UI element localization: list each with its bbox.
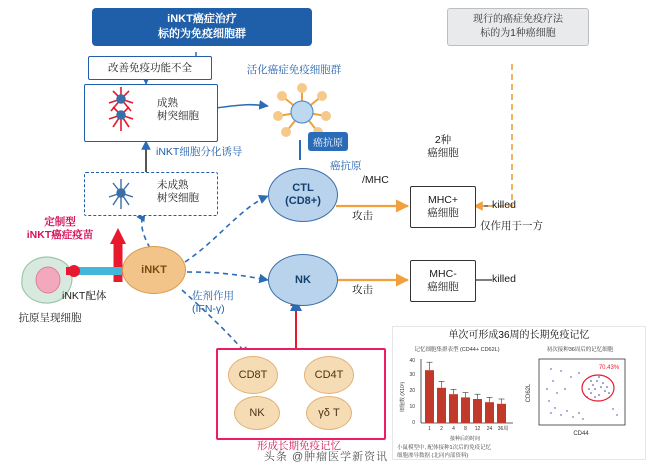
current-therapy-title bbox=[447, 8, 589, 46]
attack-1-text: 攻击 bbox=[352, 210, 373, 222]
mature-dc-line1: 成熟 bbox=[157, 97, 178, 109]
main-title-line2: 标的为免疫细胞群 bbox=[158, 28, 246, 40]
cancer-antigen-badge-1 bbox=[308, 132, 348, 151]
immature-dc-line2: 树突细胞 bbox=[157, 192, 199, 204]
svg-text:细胞数 (X10³): 细胞数 (X10³) bbox=[400, 381, 406, 413]
svg-text:30: 30 bbox=[409, 372, 415, 378]
cancer-antigen-1-text: 癌抗原 bbox=[313, 138, 343, 149]
inkt-differentiation-text: iNKT细胞分化诱导 bbox=[156, 146, 243, 158]
ctl-line2: (CD8+) bbox=[285, 195, 321, 207]
cancer-antigen-label-2 bbox=[330, 160, 362, 173]
svg-text:20: 20 bbox=[409, 388, 415, 394]
mhc-text: /MHC bbox=[362, 174, 389, 186]
vaccine-line2: iNKT癌症疫苗 bbox=[26, 229, 94, 241]
chart-right-caption-text: 初次接种36周后的记忆细胞 bbox=[546, 347, 614, 353]
svg-text:10: 10 bbox=[409, 404, 415, 410]
vaccine-label bbox=[10, 216, 110, 242]
adjuvant-label bbox=[192, 290, 234, 316]
svg-text:4: 4 bbox=[452, 426, 455, 432]
long-memory-text: 形成长期免疫记忆 bbox=[257, 440, 341, 452]
main-title-blue bbox=[92, 8, 312, 46]
chart-panel-title bbox=[399, 329, 639, 342]
svg-text:24: 24 bbox=[486, 426, 493, 432]
killed-label-1 bbox=[492, 199, 516, 212]
current-therapy-line1: 现行的癌症免疫疗法 bbox=[473, 14, 563, 25]
ctl-line1: CTL bbox=[292, 182, 314, 194]
mature-dc-box bbox=[84, 84, 218, 142]
chart-left-caption bbox=[397, 345, 517, 353]
svg-text:接种后的时间: 接种后的时间 bbox=[449, 436, 481, 442]
chart-note-1 bbox=[397, 443, 491, 451]
mhc-minus-line1: MHC- bbox=[429, 268, 457, 280]
inkt-label: iNKT bbox=[141, 264, 167, 276]
svg-text:2: 2 bbox=[440, 426, 443, 432]
nk-label: NK bbox=[295, 273, 311, 286]
chart-note-2-text: 细胞渗导数据 (北同内部资料) bbox=[397, 453, 469, 459]
memory-cell-nk-label: NK bbox=[249, 407, 265, 419]
adjuvant-line2: (IFN-γ) bbox=[192, 303, 225, 315]
chart-panel bbox=[392, 326, 646, 460]
flow-cytometry-plot bbox=[521, 353, 641, 445]
killed-2-text: killed bbox=[492, 273, 516, 285]
adjuvant-line1: 佐剂作用 bbox=[192, 290, 234, 302]
two-kinds-label bbox=[412, 134, 474, 160]
ctl-cell bbox=[268, 168, 338, 222]
flow-pct-label: 70.43% bbox=[598, 365, 620, 371]
killed-1-text: killed bbox=[492, 199, 516, 211]
attack-label-2 bbox=[352, 284, 373, 297]
memory-cell-cd8t bbox=[228, 356, 278, 394]
inkt-ligand-connector bbox=[62, 262, 128, 280]
mature-dc-label bbox=[157, 97, 199, 123]
immature-dc-box bbox=[84, 172, 218, 216]
inkt-ligand-text: iNKT配体 bbox=[62, 290, 107, 302]
immature-dc-line1: 未成熟 bbox=[157, 179, 189, 191]
inkt-ligand-label bbox=[62, 290, 106, 303]
improve-immune-box bbox=[88, 56, 212, 80]
nk-cell bbox=[268, 254, 338, 306]
only-one-side-label bbox=[480, 220, 543, 233]
inkt-cell bbox=[122, 246, 186, 294]
mhc-label bbox=[362, 174, 389, 187]
memory-bar-chart bbox=[395, 353, 519, 445]
memory-cell-gdt-label: γδ T bbox=[318, 407, 340, 419]
chart-note-1-text: 小鼠模型中, 配体接种1次后的免疫记忆 bbox=[397, 445, 492, 451]
activate-group-label bbox=[224, 64, 364, 77]
watermark-text: 头条 @肿瘤医学新资讯 bbox=[263, 451, 389, 463]
two-kinds-line2: 癌细胞 bbox=[427, 147, 459, 159]
apc-label bbox=[4, 312, 96, 325]
improve-immune-label: 改善免疫功能不全 bbox=[108, 62, 192, 74]
memory-cell-cd4t-label: CD4T bbox=[314, 369, 344, 381]
mhc-minus-box bbox=[410, 260, 476, 302]
memory-cell-cd4t bbox=[304, 356, 354, 394]
vaccine-line1: 定制型 bbox=[44, 216, 76, 228]
attack-label-1 bbox=[352, 210, 373, 223]
cancer-antigen-2-text: 癌抗原 bbox=[330, 160, 362, 172]
chart-note-2 bbox=[397, 451, 468, 459]
svg-text:40: 40 bbox=[409, 358, 415, 364]
chart-right-caption bbox=[521, 345, 639, 353]
memory-cell-cd8t-label: CD8T bbox=[238, 369, 268, 381]
chart-panel-title-text: 单次可形成36周的长期免疫记忆 bbox=[448, 330, 590, 341]
immature-dc-label bbox=[157, 179, 199, 205]
main-title-line1: iNKT癌症治疗 bbox=[167, 13, 237, 25]
svg-text:12: 12 bbox=[474, 426, 481, 432]
mhc-minus-line2: 癌细胞 bbox=[427, 281, 459, 293]
mhc-plus-box bbox=[410, 186, 476, 228]
memory-cell-gdt bbox=[306, 396, 352, 430]
two-kinds-line1: 2种 bbox=[434, 134, 452, 146]
svg-text:36周: 36周 bbox=[497, 426, 509, 432]
attack-2-text: 攻击 bbox=[352, 284, 373, 296]
memory-cell-nk bbox=[234, 396, 280, 430]
svg-text:0: 0 bbox=[412, 420, 415, 426]
mhc-plus-line1: MHC+ bbox=[427, 194, 459, 206]
killed-label-2 bbox=[492, 273, 516, 286]
watermark bbox=[264, 448, 388, 464]
current-therapy-line2: 标的为1种癌细胞 bbox=[480, 28, 556, 39]
inkt-differentiation-label bbox=[156, 146, 242, 159]
only-one-side-text: 仅作用于一方 bbox=[480, 220, 543, 232]
chart-left-caption-text: 记忆细胞集群表型 (CD44+ CD62L) bbox=[414, 347, 500, 353]
apc-text: 抗原呈现细胞 bbox=[18, 312, 82, 324]
mature-dc-line2: 树突细胞 bbox=[157, 110, 199, 122]
activate-group-text: 活化癌症免疫细胞群 bbox=[246, 64, 342, 76]
svg-text:8: 8 bbox=[464, 426, 467, 432]
svg-text:CD62L: CD62L bbox=[526, 383, 532, 403]
mhc-plus-line2: 癌细胞 bbox=[427, 207, 459, 219]
svg-text:1: 1 bbox=[428, 426, 431, 432]
svg-text:CD44: CD44 bbox=[573, 431, 589, 437]
